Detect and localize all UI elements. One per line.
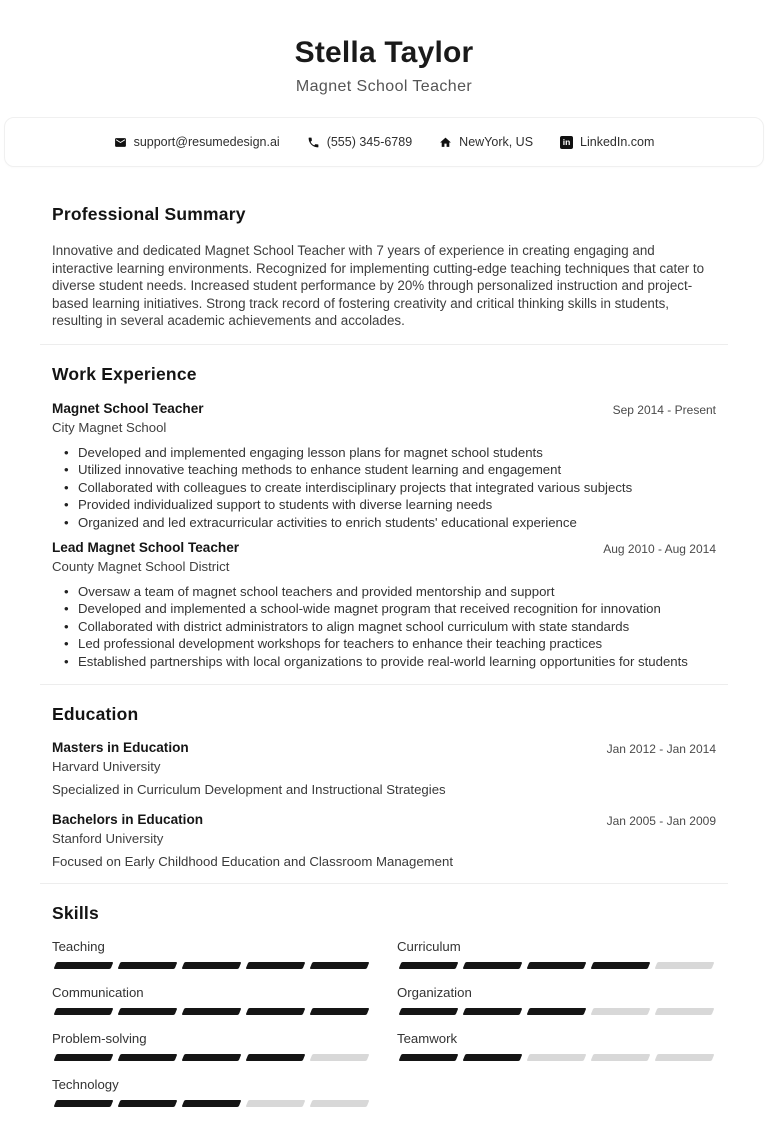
section-divider [40,883,728,884]
job-bullet [52,653,716,670]
skill-name: Organization [397,985,472,1001]
skill-segment-filled [54,962,114,969]
skill-row [52,939,371,969]
job-bullet [52,461,716,478]
skill-row [397,939,716,969]
skill-segment-filled [591,962,651,969]
skill-name: Curriculum [397,939,461,955]
job-bullet-text: Led professional development workshops for teachers to enhance their teaching practices [78,636,603,652]
skills-heading: Skills [52,903,99,924]
job-bullet-text: Oversaw a team of magnet school teachers and provided mentorship and support [78,584,555,599]
contact-location[interactable] [439,135,533,149]
skill-segment-filled [118,1054,178,1061]
work-experience-heading: Work Experience [52,363,197,384]
skill-segment-filled [54,1054,114,1061]
skill-segment-filled [463,1008,523,1015]
skill-level-bar [397,1054,716,1061]
job-list [52,401,716,670]
skill-segment-filled [399,1054,459,1061]
skill-segment-empty [310,1100,370,1107]
job-bullet-list [52,444,716,531]
job-bullet-text: Collaborated with district administrators to align magnet school curriculum with state standards [78,618,630,634]
degree-title: Bachelors in Education [52,812,204,828]
summary-text: Innovative and dedicated Magnet School Teacher with 7 years of experience in creating engaging and interactive learning environments. Recognized for implementing cutting-edge teaching techniques that cater to diverse student needs. Increased student performance by 20% through personalized instruction and project-based learning initiatives. Strong track record of fostering creativity and critical thinking skills in students, resulting in several academic achievements and accolades. [52,243,705,329]
job-dates: Sep 2014 - Present [612,402,716,417]
resume-name: Stella Taylor [294,36,474,69]
job-bullet-text: Organized and led extracurricular activities to enrich students' educational experience [78,514,577,530]
skill-segment-filled [246,1054,306,1061]
skill-segment-empty [246,1100,306,1107]
job-bullet-text: Developed and implemented a school-wide magnet program that received recognition for innovation [78,601,661,617]
skill-segment-empty [655,1054,715,1061]
degree-list [52,740,716,869]
contact-phone-text: (555) 345-6789 [326,135,413,149]
skill-row [397,1031,716,1061]
skill-segment-filled [463,1054,523,1061]
skill-segment-filled [310,1008,370,1015]
education-heading: Education [52,704,139,725]
degree-dates: Jan 2005 - Jan 2009 [606,814,716,829]
contact-email[interactable] [114,135,280,149]
summary-heading: Professional Summary [52,204,246,224]
degree-dates: Jan 2012 - Jan 2014 [606,742,716,757]
job-title: Lead Magnet School Teacher [52,540,240,555]
job-bullet-list [52,583,716,670]
job-header [52,401,716,417]
skill-row [52,1031,371,1061]
skill-level-bar [397,962,716,969]
job-header [52,540,716,556]
job-bullet [52,479,716,496]
skills-grid [52,939,716,1123]
skill-segment-empty [527,1054,587,1061]
job-bullet-text: Collaborated with colleagues to create interdisciplinary projects that integrated various subjects [78,479,633,495]
job-bullet [52,618,716,635]
job-bullet [52,635,716,652]
skill-name: Problem-solving [52,1031,147,1047]
job-company: City Magnet School [52,419,167,435]
skill-name: Teaching [52,939,105,955]
degree-school: Harvard University [52,759,161,775]
skill-segment-filled [246,962,306,969]
job-bullet [52,583,716,600]
skill-segment-empty [591,1054,651,1061]
skill-name: Teamwork [397,1031,458,1047]
skill-segment-empty [655,962,715,969]
skill-segment-filled [182,962,242,969]
skills-column-right [397,939,716,1077]
skill-segment-filled [54,1008,114,1015]
skill-row [52,1077,371,1107]
degree-detail: Specialized in Curriculum Development and Instructional Strategies [52,782,446,798]
skill-segment-filled [182,1100,242,1107]
job-bullet [52,444,716,461]
skill-segment-filled [527,962,587,969]
skill-segment-filled [399,1008,459,1015]
skill-segment-filled [310,962,370,969]
skill-segment-filled [463,962,523,969]
skill-segment-empty [310,1054,370,1061]
degree-entry [52,740,716,797]
skill-row [397,985,716,1015]
job-bullet [52,600,716,617]
email-icon [114,136,127,149]
job-bullet [52,496,716,513]
job-dates: Aug 2010 - Aug 2014 [603,542,716,556]
resume-body [0,204,768,1123]
contact-bar [4,117,764,167]
job-bullet [52,514,716,531]
section-divider [40,684,728,685]
skill-row [52,985,371,1015]
skill-segment-filled [527,1008,587,1015]
job-company: County Magnet School District [52,559,230,574]
job-title: Magnet School Teacher [52,400,204,416]
job-bullet-text: Utilized innovative teaching methods to enhance student learning and engagement [78,462,562,478]
skill-segment-filled [118,1100,178,1107]
skill-name: Communication [52,985,144,1001]
job-bullet-text: Developed and implemented engaging lesson plans for magnet school students [78,444,543,460]
skill-segment-filled [399,962,459,969]
linkedin-icon: in [560,136,573,149]
section-divider [40,344,728,345]
skill-segment-filled [246,1008,306,1015]
contact-linkedin[interactable] [560,135,654,149]
contact-phone[interactable] [307,135,412,149]
skill-level-bar [397,1008,716,1015]
skill-segment-filled [118,962,178,969]
contact-email-text: support@resumedesign.ai [133,135,280,149]
skill-level-bar [52,1008,371,1015]
skill-name: Technology [52,1077,119,1093]
contact-linkedin-text: LinkedIn.com [580,135,655,149]
skill-segment-filled [182,1054,242,1061]
job-bullet-text: Provided individualized support to students with diverse learning needs [78,497,493,513]
job-bullet-text: Established partnerships with local organizations to provide real-world learning opportunities for students [78,653,688,669]
skill-segment-filled [182,1008,242,1015]
skill-level-bar [52,1054,371,1061]
skill-level-bar [52,962,371,969]
degree-school: Stanford University [52,831,164,847]
job-entry [52,401,716,531]
degree-detail: Focused on Early Childhood Education and Classroom Management [52,854,453,870]
resume-job-title: Magnet School Teacher [295,78,473,95]
degree-header [52,812,716,828]
skill-level-bar [52,1100,371,1107]
degree-entry [52,812,716,869]
job-entry [52,540,716,670]
skill-segment-filled [54,1100,114,1107]
home-icon [439,136,452,149]
skill-segment-empty [591,1008,651,1015]
contact-location-text: NewYork, US [459,135,534,149]
degree-title: Masters in Education [52,740,189,756]
degree-header [52,740,716,756]
skill-segment-empty [655,1008,715,1015]
phone-icon [307,136,320,149]
skill-segment-filled [118,1008,178,1015]
skills-column-left [52,939,371,1123]
